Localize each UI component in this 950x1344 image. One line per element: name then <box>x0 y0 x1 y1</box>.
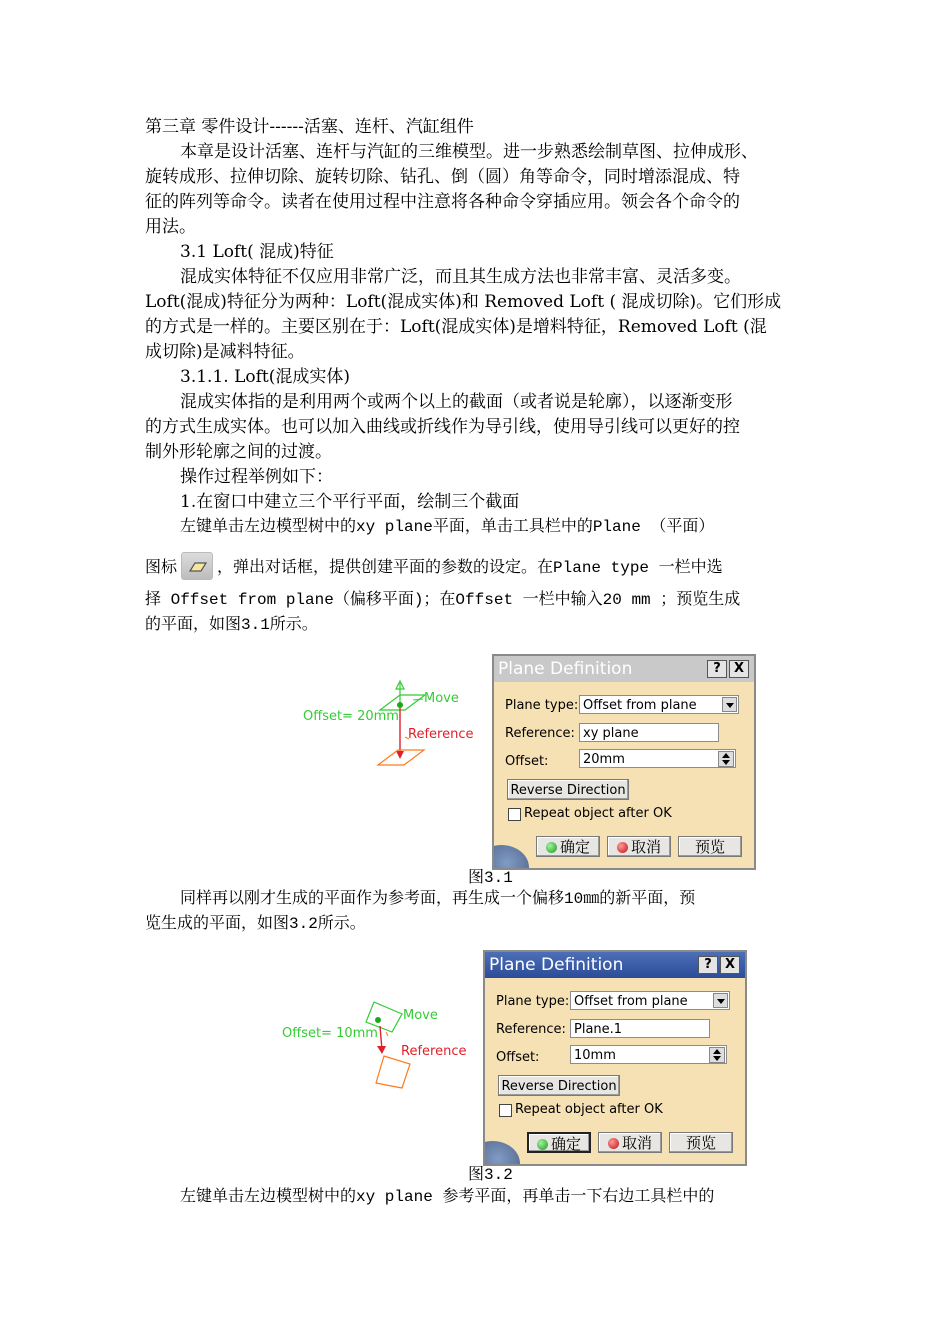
help-button[interactable]: ? <box>707 660 727 678</box>
reference-label: Reference <box>401 1044 467 1059</box>
repeat-label: Repeat object after OK <box>524 806 672 821</box>
paragraph-line: Loft(混成)特征分为两种：Loft(混成实体)和 Removed Loft ( 混成切除)。它们形成 <box>145 292 782 312</box>
paragraph-line: 操作过程举例如下： <box>180 467 333 487</box>
plane-type-value: Offset from plane <box>583 698 697 713</box>
paragraph-line-with-icon <box>145 552 810 580</box>
figure-caption: 图3.2 <box>468 1166 513 1184</box>
reverse-direction-button[interactable]: Reverse Direction <box>507 779 629 800</box>
offset-field[interactable] <box>579 749 736 768</box>
red-dot-icon <box>608 1138 619 1149</box>
offset-label: Offset= 10mm <box>282 1026 378 1041</box>
plane-icon <box>181 552 213 580</box>
figure-3-2-diagram <box>280 990 480 1090</box>
plane-preview-graphic <box>300 675 490 775</box>
paragraph-line: 征的阵列等命令。读者在使用过程中注意将各种命令穿插应用。领会各个命令的 <box>145 192 740 212</box>
paragraph-line: 的方式是一样的。主要区别在于：Loft(混成实体)是增料特征，Removed Loft (混 <box>145 317 767 337</box>
offset-field[interactable] <box>570 1045 727 1064</box>
paragraph-line: 本章是设计活塞、连杆与汽缸的三维模型。进一步熟悉绘制草图、拉伸成形、 <box>180 142 758 162</box>
spinner-icon[interactable] <box>709 1047 725 1063</box>
offset-label: Offset: <box>505 754 549 769</box>
reference-label: Reference <box>408 727 474 742</box>
reference-field[interactable]: xy plane <box>579 723 719 742</box>
cancel-button[interactable] <box>607 836 671 857</box>
paragraph-line: 旋转成形、拉伸切除、旋转切除、钻孔、倒（圆）角等命令，同时增添混成、特 <box>145 167 740 187</box>
paragraph-text: ，弹出对话框，提供创建平面的参数的设定。在Plane type 一栏中选 <box>217 559 723 577</box>
plane-definition-dialog <box>492 654 756 870</box>
ok-label: 确定 <box>559 838 590 856</box>
chevron-down-icon[interactable] <box>722 697 737 712</box>
plane-type-label: Plane type: <box>505 698 579 713</box>
plane-definition-dialog <box>483 950 747 1166</box>
paragraph-line: 混成实体指的是利用两个或两个以上的截面（或者说是轮廓），以逐渐变形 <box>180 392 733 412</box>
repeat-label: Repeat object after OK <box>515 1102 663 1117</box>
section-heading: 3.1 Loft( 混成)特征 <box>180 242 334 262</box>
paragraph-line: 成切除)是减料特征。 <box>145 342 305 362</box>
paragraph-line: 的平面，如图3.1所示。 <box>145 616 318 634</box>
paragraph-text: 图标 <box>145 559 178 577</box>
paragraph-line: 的方式生成实体。也可以加入曲线或折线作为导引线，使用导引线可以更好的控 <box>145 417 740 437</box>
chapter-title: 第三章 零件设计------活塞、连杆、汽缸组件 <box>145 117 474 137</box>
ok-label: 确定 <box>550 1135 581 1153</box>
chevron-down-icon[interactable] <box>713 993 728 1008</box>
cancel-button[interactable] <box>598 1132 662 1153</box>
reference-label: Reference: <box>496 1022 566 1037</box>
reference-label: Reference: <box>505 726 575 741</box>
paragraph-line: 用法。 <box>145 217 196 237</box>
cancel-label: 取消 <box>630 838 661 856</box>
paragraph-line: 择 Offset from plane（偏移平面)；在Offset 一栏中输入20 mm ；预览生成 <box>145 591 741 609</box>
plane-type-value: Offset from plane <box>574 994 688 1009</box>
plane-type-select[interactable] <box>579 695 739 714</box>
green-dot-icon <box>546 842 557 853</box>
help-button[interactable]: ? <box>698 956 718 974</box>
preview-button[interactable]: 预览 <box>669 1132 733 1153</box>
ok-button[interactable] <box>527 1132 591 1153</box>
dialog-title: Plane Definition <box>485 952 745 978</box>
reference-field[interactable]: Plane.1 <box>570 1019 710 1038</box>
ok-button[interactable] <box>536 836 600 857</box>
cancel-label: 取消 <box>621 1134 652 1152</box>
paragraph-line: 制外形轮廓之间的过渡。 <box>145 442 332 462</box>
green-dot-icon <box>537 1139 548 1150</box>
paragraph-line: 左键单击左边模型树中的xy plane 参考平面，再单击一下右边工具栏中的 <box>180 1188 715 1206</box>
close-button[interactable]: X <box>729 660 749 678</box>
plane-type-select[interactable] <box>570 991 730 1010</box>
repeat-checkbox[interactable] <box>508 808 521 821</box>
move-label: Move <box>403 1008 438 1023</box>
figure-caption: 图3.1 <box>468 869 513 887</box>
step-heading: 1.在窗口中建立三个平行平面，绘制三个截面 <box>180 492 520 512</box>
spinner-icon[interactable] <box>718 751 734 767</box>
reverse-direction-button[interactable]: Reverse Direction <box>498 1075 620 1096</box>
red-dot-icon <box>617 842 628 853</box>
move-label: Move <box>424 691 459 706</box>
paragraph-line: 混成实体特征不仅应用非常广泛，而且其生成方法也非常丰富、灵活多变。 <box>180 267 741 287</box>
offset-value: 10mm <box>574 1048 616 1063</box>
preview-button[interactable]: 预览 <box>678 836 742 857</box>
paragraph-line: 览生成的平面，如图3.2所示。 <box>145 915 366 933</box>
offset-label: Offset: <box>496 1050 540 1065</box>
plane-type-label: Plane type: <box>496 994 570 1009</box>
paragraph-line: 左键单击左边模型树中的xy plane平面，单击工具栏中的Plane （平面） <box>180 518 715 536</box>
offset-value: 20mm <box>583 752 625 767</box>
figure-3-1-diagram <box>300 675 490 775</box>
close-button[interactable]: X <box>720 956 740 974</box>
subsection-heading: 3.1.1. Loft(混成实体) <box>180 367 350 387</box>
dialog-title: Plane Definition <box>494 656 754 682</box>
offset-label: Offset= 20mm <box>303 709 399 724</box>
paragraph-line: 同样再以刚才生成的平面作为参考面，再生成一个偏移10㎜的新平面，预 <box>180 890 696 908</box>
repeat-checkbox[interactable] <box>499 1104 512 1117</box>
